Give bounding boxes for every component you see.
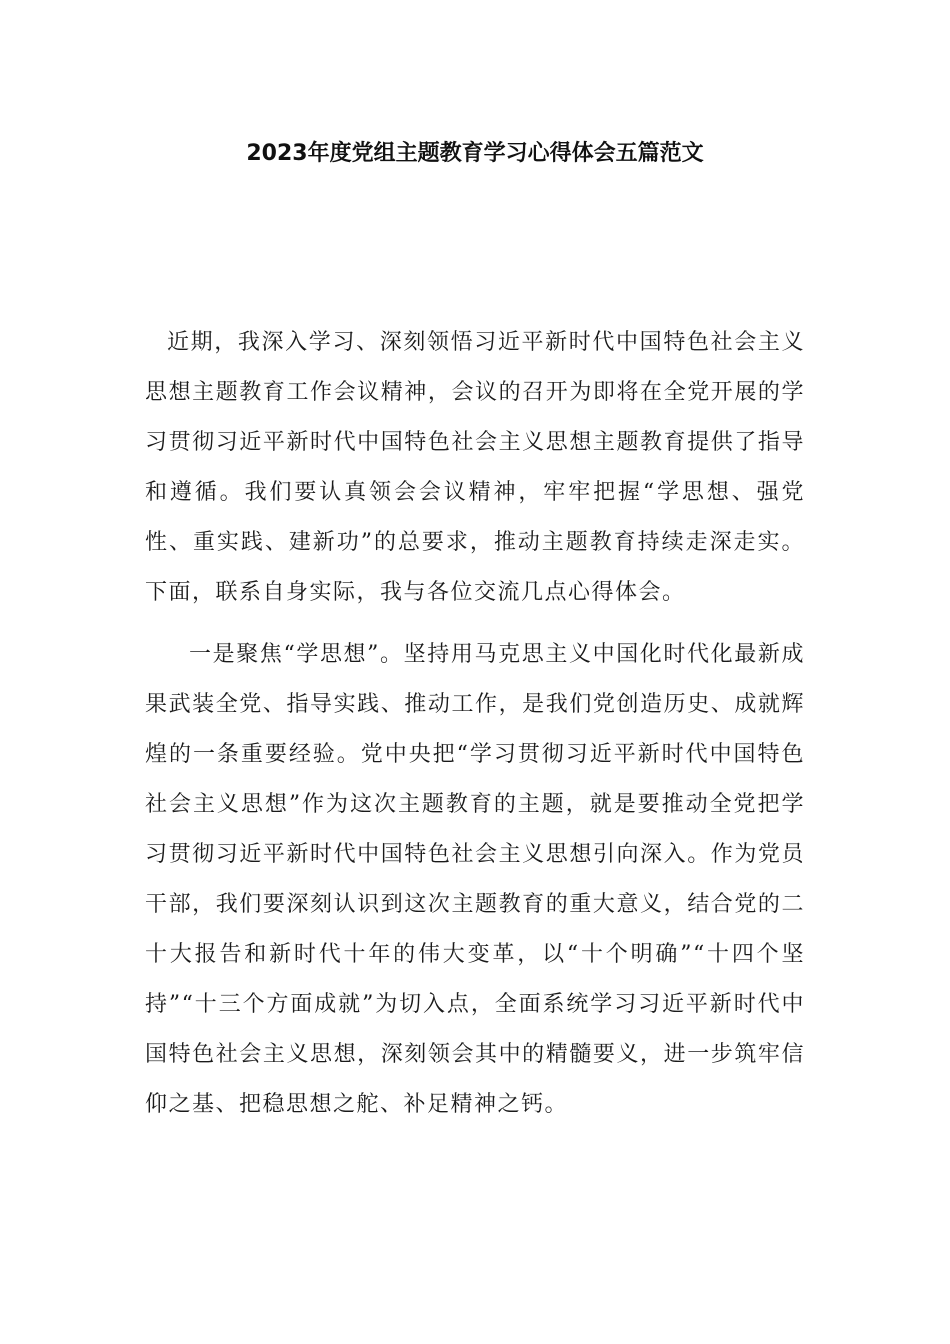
paragraph-study-thought: 一是聚焦“学思想”。坚持用马克思主义中国化时代化最新成果武装全党、指导实践、推动工作，是我们党创造历史、成就辉煌的一条重要经验。党中央把“学习贯彻习近平新时代中国特色社会主义思想”作为这次主题教育的主题，就是要推动全党把学习贯彻习近平新时代中国特色社会主义思想引向深入。作为党员干部，我们要深刻认识到这次主题教育的重大意义，结合党的二十大报告和新时代十年的伟大变革，以“十个明确”“十四个坚持”“十三个方面成就”为切入点，全面系统学习习近平新时代中国特色社会主义思想，深刻领会其中的精髓要义，进一步筑牢信仰之基、把稳思想之舵、补足精神之钙。 bbox=[145, 642, 805, 1117]
document-title: 2023年度党组主题教育学习心得体会五篇范文 bbox=[246, 141, 704, 166]
paragraph-intro: 近期，我深入学习、深刻领悟习近平新时代中国特色社会主义思想主题教育工作会议精神，会议的召开为即将在全党开展的学习贯彻习近平新时代中国特色社会主义思想主题教育提供了指导和遵循。我们要认真领会会议精神，牢牢把握“学思想、强党性、重实践、建新功”的总要求，推动主题教育持续走深走实。下面，联系自身实际，我与各位交流几点心得体会。 bbox=[145, 330, 805, 605]
